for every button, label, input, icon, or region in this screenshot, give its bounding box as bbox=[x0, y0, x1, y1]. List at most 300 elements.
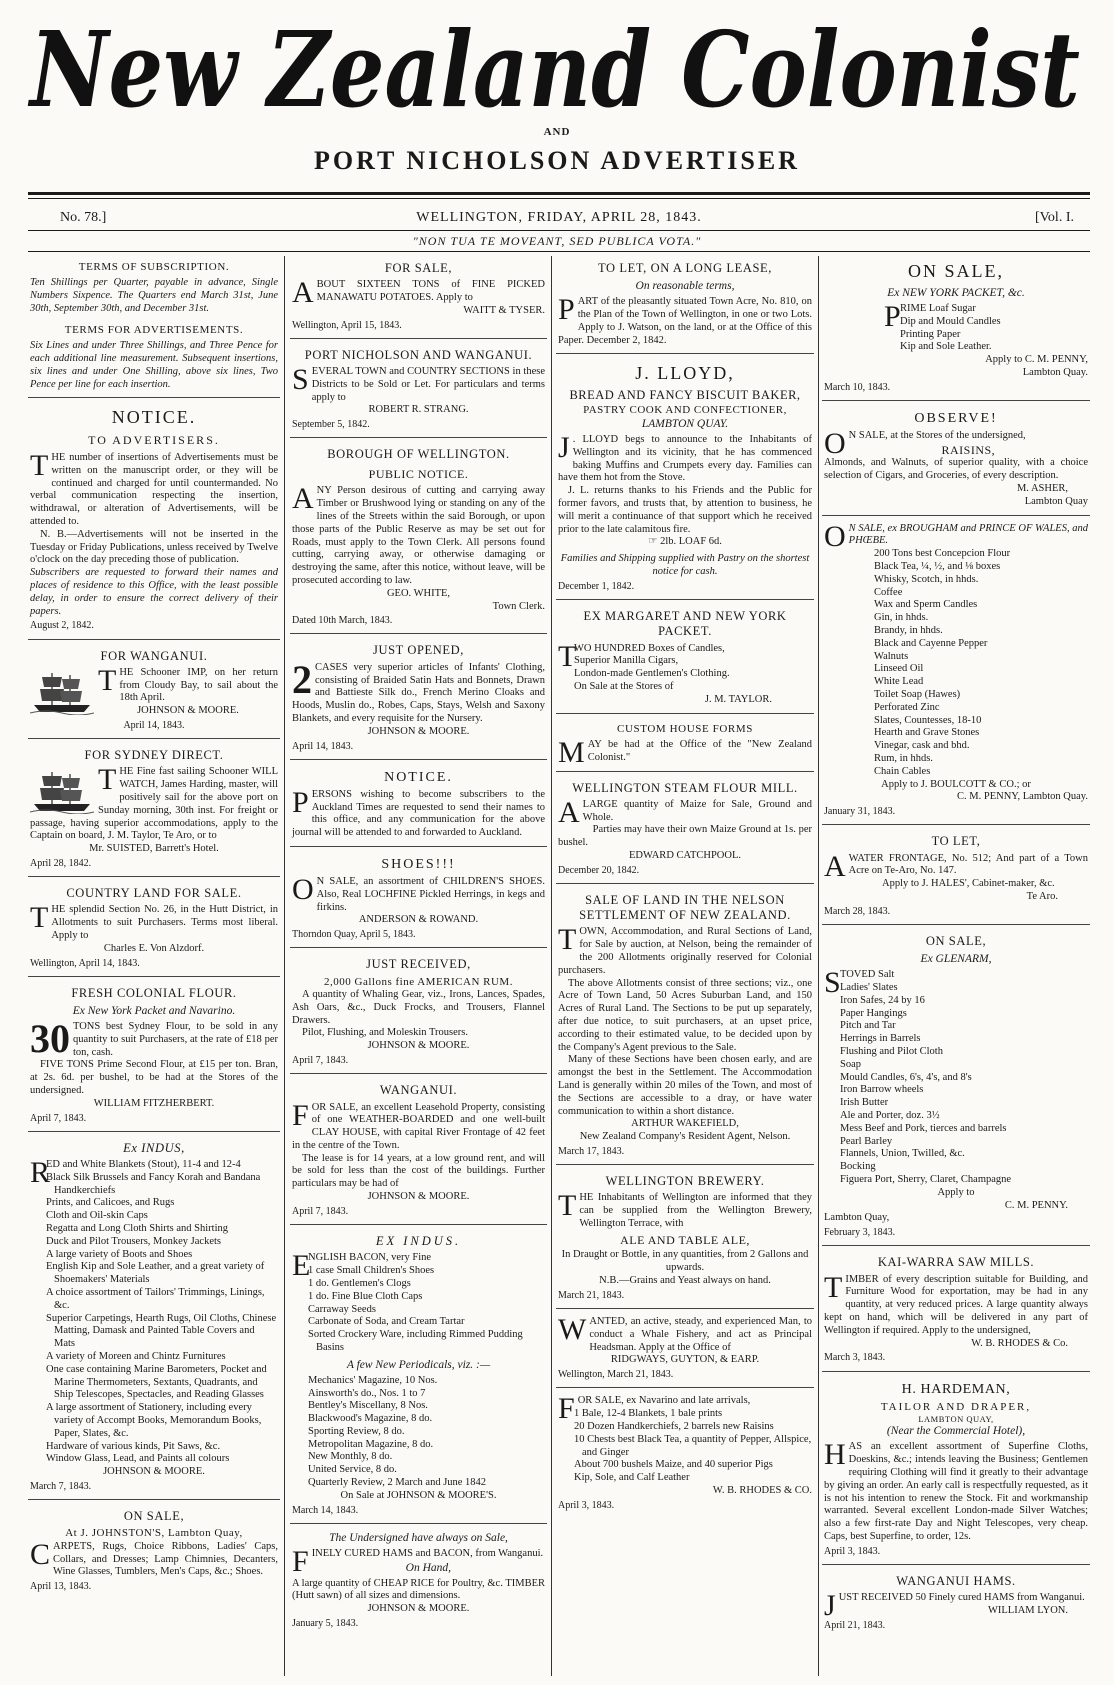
ad-wanted-headsman bbox=[556, 1313, 814, 1388]
list-item: A large variety of Boots and Shoes bbox=[46, 1248, 193, 1260]
ad-for-wanganui bbox=[28, 644, 280, 740]
list-item: Pearl Barley bbox=[840, 1135, 893, 1147]
ad-ex-indus bbox=[28, 1136, 280, 1500]
list-item: A variety of Moreen and Chintz Furnitures bbox=[46, 1351, 226, 1363]
ad-signature: M. ASHER, bbox=[1016, 483, 1068, 495]
list-item: 20 Dozen Handkerchiefs, 2 barrels new Raisins bbox=[574, 1420, 774, 1432]
ad-hardeman-tailor bbox=[822, 1376, 1090, 1565]
list-item: About 700 bushels Maize, and 40 superior Pigs bbox=[574, 1459, 773, 1471]
ad-shoes bbox=[290, 851, 547, 948]
ad-signature-title: Lambton Quay bbox=[1024, 495, 1088, 507]
ad-signature: EDWARD CATCHPOOL. bbox=[628, 849, 741, 861]
ad-custom-house-forms bbox=[556, 718, 814, 772]
ad-body: OWN, Accommodation, and Rural Sections of Land, for Sale by auction, at Nelson, being the remainder of the 200 Allotments originally reserved for Colonial purchasers. bbox=[558, 926, 812, 976]
ad-subheading: The Undersigned have always on Sale, bbox=[329, 1531, 508, 1544]
list-item: Superior Manilla Cigars, bbox=[574, 655, 679, 667]
ad-apply: Apply to bbox=[937, 1186, 975, 1198]
drop-cap: O bbox=[292, 873, 314, 907]
ad-potatoes bbox=[290, 256, 547, 339]
list-item: New Monthly, 8 do. bbox=[308, 1451, 393, 1463]
ad-heading: EX MARGARET AND NEW YORK PACKET. bbox=[583, 609, 787, 639]
list-item: Flushing and Pilot Cloth bbox=[840, 1046, 943, 1058]
ad-body: N. B.—Advertisements will not be inserted in the Tuesday or Friday Publications, unless received by Twelve o'clock on the day preceding those of publication. bbox=[30, 528, 278, 566]
masthead-rule-top bbox=[28, 192, 1090, 195]
list-item: Ainsworth's do., Nos. 1 to 7 bbox=[308, 1387, 426, 1399]
ad-body: HE number of insertions of Advertisements must be written on the manuscript order, or they will be continued and charged for until countermanded. No verbal communication respecting the insertion, withdrawal, or alteration of Advertisements, will be attended to. bbox=[30, 451, 278, 527]
list-item: 1 Bale, 12-4 Blankets, 1 bale prints bbox=[574, 1408, 723, 1420]
ad-subheading: RAISINS, bbox=[941, 442, 996, 457]
list-item: Irish Butter bbox=[840, 1097, 889, 1109]
ad-body: N SALE, ex BROUGHAM and PRINCE OF WALES, and PHŒBE. bbox=[848, 522, 1088, 547]
ad-signature: J. M. TAYLOR. bbox=[704, 693, 772, 705]
ad-date: Wellington, April 14, 1843. bbox=[30, 957, 140, 969]
ad-heading: FOR WANGANUI. bbox=[100, 648, 208, 663]
ad-date: March 17, 1843. bbox=[558, 1145, 625, 1157]
ad-nelson-land-sale bbox=[556, 888, 814, 1165]
ad-signature: W. B. RHODES & CO. bbox=[712, 1484, 812, 1496]
ad-body: Families and Shipping supplied with Pastry on the shortest notice for cash. bbox=[560, 553, 810, 578]
ad-heading: WELLINGTON STEAM FLOUR MILL. bbox=[572, 780, 798, 795]
ad-subheading: PUBLIC NOTICE. bbox=[368, 466, 469, 481]
list-item: Hardware of various kinds, Pit Saws, &c. bbox=[46, 1440, 221, 1452]
ad-date: March 21, 1843. bbox=[558, 1289, 625, 1301]
masthead bbox=[0, 0, 1114, 200]
ad-date: April 13, 1843. bbox=[30, 1581, 92, 1593]
drop-cap: P bbox=[292, 785, 309, 819]
ad-kaiwarra-saw-mills bbox=[822, 1250, 1090, 1371]
drop-cap: A bbox=[292, 276, 314, 310]
list-item: Herrings in Barrels bbox=[840, 1033, 921, 1045]
ad-date: April 14, 1843. bbox=[123, 719, 185, 731]
list-item: Whisky, Scotch, in hhds. bbox=[874, 573, 979, 585]
ad-date: September 5, 1842. bbox=[292, 419, 370, 431]
ad-body: Many of these Sections have been chosen early, and are amongst the best in the Settlement. The Accommodation Land is generally within 20 miles of the Town, and most of the Sections are accessible to a dray, or have water communication to within a short distance. bbox=[558, 1054, 812, 1117]
list-item: Metropolitan Magazine, 8 do. bbox=[308, 1438, 434, 1450]
list-item: 1 case Small Children's Shoes bbox=[308, 1265, 435, 1277]
ad-heading: COUNTRY LAND FOR SALE. bbox=[66, 886, 242, 901]
list-item: Dip and Mould Candles bbox=[900, 315, 1001, 327]
drop-cap: M bbox=[558, 735, 585, 769]
ad-auckland-times bbox=[290, 764, 547, 847]
ad-signature: JOHNSON & MOORE. bbox=[367, 725, 470, 737]
drop-cap: O bbox=[824, 519, 846, 553]
ad-body: HE Inhabitants of Wellington are informed that they can be supplied from the Wellington Brewery, Wellington Terrace, with bbox=[579, 1192, 812, 1230]
ad-body: J. L. returns thanks to his Friends and the Public for former favors, and trusts that, by attention to business, he will merit a continuance of that support which he received prior to the late calamitous fire. bbox=[558, 485, 812, 535]
ad-date: August 2, 1842. bbox=[30, 620, 94, 632]
ad-for-sydney bbox=[28, 743, 280, 877]
drop-cap: F bbox=[558, 1392, 575, 1426]
ad-johnston-sale bbox=[28, 1504, 280, 1599]
ad-margaret-packet bbox=[556, 604, 814, 713]
list-item: ED and White Blankets (Stout), 11-4 and 12-4 bbox=[46, 1159, 241, 1171]
ad-borough-wellington bbox=[290, 442, 547, 634]
ad-country-land bbox=[28, 881, 280, 977]
ad-body: Parties may have their own Maize Ground at 1s. per bushel. bbox=[558, 824, 812, 849]
list-item: One case containing Marine Barometers, Pocket and Marine Thermometers, Sextants, Quadrants, and Ship Telescopes, Spectacles, and Reading Glasses bbox=[46, 1363, 267, 1401]
ad-signature-title: New Zealand Company's Resident Agent, Nelson. bbox=[579, 1131, 791, 1143]
ad-heading: BOROUGH OF WELLINGTON. bbox=[327, 447, 510, 462]
list-item: Cloth and Oil-skin Caps bbox=[46, 1210, 148, 1222]
ad-subheading: BREAD AND FANCY BISCUIT BAKER, bbox=[569, 388, 801, 403]
list-item: Coffee bbox=[874, 586, 903, 598]
ad-body: NY Person desirous of cutting and carrying away Timber or Brushwood lying or standing on any of the lines of the Streets within the said Borough, or upon those parts of the Public Reserve as may be set out for Roads, must apply to the Town Clerk. All persons found cutting, carrying away, or otherwise damaging or destroying the same, after this notice, without leave, will be prosecuted according to law. bbox=[292, 485, 545, 586]
ad-subheading: Ex New York Packet and Navarino. bbox=[72, 1005, 236, 1018]
list-item: Blackwood's Magazine, 8 do. bbox=[308, 1413, 433, 1425]
list-item: Mess Beef and Pork, tierces and barrels bbox=[840, 1122, 1007, 1134]
ad-heading: ON SALE, bbox=[908, 261, 1004, 281]
ad-date: April 21, 1843. bbox=[824, 1619, 886, 1631]
list-item: Window Glass, Lead, and Paints all colours bbox=[46, 1453, 230, 1465]
drop-cap: S bbox=[824, 966, 841, 1000]
item-list bbox=[824, 548, 1088, 778]
list-item: Mould Candles, 6's, 4's, and 8's bbox=[840, 1071, 972, 1083]
ad-heading: TERMS FOR ADVERTISEMENTS. bbox=[64, 323, 244, 336]
ad-subheading: (Near the Commercial Hotel), bbox=[886, 1425, 1026, 1438]
ad-cured-hams bbox=[290, 1528, 547, 1636]
list-item: Carraway Seeds bbox=[308, 1303, 376, 1315]
list-item: Regatta and Long Cloth Shirts and Shirting bbox=[46, 1223, 228, 1235]
list-item: Perforated Zinc bbox=[874, 701, 940, 713]
list-item: Black Silk Brussels and Fancy Korah and Bandana Handkerchiefs bbox=[46, 1171, 261, 1196]
ad-signature: WAITT & TYSER. bbox=[463, 304, 545, 316]
ad-heading: Ex INDUS, bbox=[123, 1140, 185, 1155]
ad-heading: H. HARDEMAN, bbox=[901, 1381, 1011, 1397]
ad-just-received bbox=[290, 952, 547, 1074]
list-item: Ladies' Slates bbox=[840, 982, 898, 994]
ad-date: April 7, 1843. bbox=[30, 1112, 87, 1124]
list-item: Gin, in hhds. bbox=[874, 612, 929, 624]
list-item: Soap bbox=[840, 1058, 861, 1070]
ad-date: April 3, 1843. bbox=[558, 1499, 615, 1511]
ad-to-let-frontage bbox=[822, 829, 1090, 925]
ad-signature-title: Town Clerk. bbox=[492, 600, 545, 612]
ad-to-let-lease bbox=[556, 256, 814, 354]
ad-penny-sale bbox=[822, 256, 1090, 401]
ad-subheading: ALE AND TABLE ALE, bbox=[620, 1232, 750, 1247]
item-list bbox=[824, 966, 1088, 1187]
list-item: Printing Paper bbox=[900, 328, 961, 340]
drop-cap: T bbox=[824, 1270, 843, 1304]
ad-lloyd-baker bbox=[556, 358, 814, 600]
list-item: Ale and Porter, doz. 3½ bbox=[840, 1110, 940, 1121]
list-item: Brandy, in hhds. bbox=[874, 625, 943, 636]
ad-subheading: TO ADVERTISERS. bbox=[88, 433, 220, 448]
ad-body: AS an excellent assortment of Superfine Cloths, Doeskins, &c.; intends leaving the Business; Gentlemen requiring Clothing will find it greatly to their advantage by giving an order. An early call is respectfully requested, as it is not his intention to renew the Stock. Fit and workmanship warranted. Several excellent London-made Silver Watches; also a few first-rate Day and Night Telescopes, very cheap. Caps, best Superfine, to order, 12s. bbox=[824, 1441, 1088, 1543]
ad-body: Subscribers are requested to forward their names and places of residence to this Office, with the least possible delay, in order to ensure the correct delivery of their papers. bbox=[30, 567, 278, 617]
ad-signature: WILLIAM LYON. bbox=[987, 1605, 1068, 1617]
ad-subheading: 2,000 Gallons fine AMERICAN RUM. bbox=[324, 975, 513, 988]
ad-price bbox=[558, 536, 812, 549]
list-item: Iron Safes, 24 by 16 bbox=[840, 994, 925, 1006]
ad-signature: On Sale at JOHNSON & MOORE'S. bbox=[340, 1489, 497, 1501]
ad-subheading: Ex NEW YORK PACKET, &c. bbox=[887, 286, 1025, 299]
ad-body: ART of the pleasantly situated Town Acre, No. 810, on the Plan of the Town of Wellington, in one or two Lots. Apply to J. Watson, on the land, or at the Office of this Paper. December 2, 1842. bbox=[558, 296, 812, 346]
column-divider bbox=[284, 256, 285, 1676]
ad-signature: ARTHUR WAKEFIELD, bbox=[631, 1118, 739, 1130]
list-item: Mechanics' Magazine, 10 Nos. bbox=[308, 1374, 438, 1386]
ad-signature: ROBERT R. STRANG. bbox=[368, 404, 469, 416]
drop-cap: 30 bbox=[30, 1016, 70, 1062]
ad-body: N.B.—Grains and Yeast always on hand. bbox=[599, 1275, 771, 1287]
ad-signature: Apply to C. M. PENNY, bbox=[985, 354, 1088, 366]
ad-date: March 7, 1843. bbox=[30, 1480, 92, 1492]
list-item: WO HUNDRED Boxes of Candles, bbox=[574, 642, 725, 654]
masthead-subtitle: PORT NICHOLSON ADVERTISER bbox=[314, 146, 800, 175]
ad-colonial-flour bbox=[28, 981, 280, 1132]
column-3 bbox=[556, 256, 814, 1676]
list-item: Rum, in hhds. bbox=[874, 752, 933, 764]
ad-body: OR SALE, an excellent Leasehold Property, consisting of one WEATHER-BOARDED and one well-built CLAY HOUSE, with capital River Frontage of 42 feet in the centre of the Town. bbox=[292, 1101, 545, 1151]
item-list bbox=[30, 1156, 278, 1466]
ad-terms-subscription bbox=[28, 256, 280, 398]
list-item: Chain Cables bbox=[874, 765, 931, 777]
ad-heading: JUST OPENED, bbox=[372, 643, 464, 658]
ad-heading: WANGANUI. bbox=[379, 1083, 458, 1098]
ad-body: . LLOYD begs to announce to the Inhabitants of Wellington and its vicinity, that he has commenced baking Muffins and Crumpets every day. Families can have them hot from the Stove. bbox=[558, 434, 812, 484]
drop-cap: T bbox=[558, 923, 577, 957]
ad-heading: CUSTOM HOUSE FORMS bbox=[617, 722, 753, 735]
ad-heading: FRESH COLONIAL FLOUR. bbox=[71, 985, 237, 1000]
loaf-price: 2lb. LOAF 6d. bbox=[660, 536, 722, 548]
ad-heading: JUST RECEIVED, bbox=[366, 957, 471, 972]
ad-wanganui-hams bbox=[822, 1569, 1090, 1638]
masthead-and: AND bbox=[543, 126, 571, 138]
ad-heading: OBSERVE! bbox=[914, 410, 998, 426]
list-item: Bocking bbox=[840, 1161, 876, 1173]
ad-date: March 14, 1843. bbox=[292, 1504, 359, 1516]
item-list bbox=[292, 1249, 545, 1354]
ad-body: AY be had at the Office of the "New Zealand Colonist." bbox=[587, 738, 812, 763]
list-item: Carbonate of Soda, and Cream Tartar bbox=[308, 1316, 465, 1328]
ad-date: April 28, 1842. bbox=[30, 857, 92, 869]
column-2 bbox=[290, 256, 547, 1676]
drop-cap: J bbox=[824, 1589, 836, 1623]
ad-heading: J. LLOYD, bbox=[635, 363, 735, 384]
motto: "NON TUA TE MOVEANT, SED PUBLICA VOTA." bbox=[412, 234, 702, 248]
ad-heading: TO LET, bbox=[931, 834, 981, 849]
ad-date: March 28, 1843. bbox=[824, 905, 891, 917]
ad-body: In Draught or Bottle, in any quantities, from 2 Gallons and upwards. bbox=[561, 1249, 809, 1274]
ad-signature: Apply to J. BOULCOTT & CO.; or bbox=[881, 778, 1031, 790]
ad-subheading: PASTRY COOK AND CONFECTIONER, bbox=[583, 403, 787, 416]
ad-subheading: LAMBTON QUAY, bbox=[918, 1414, 994, 1425]
list-item: TOVED Salt bbox=[840, 969, 895, 981]
ad-heading: TERMS OF SUBSCRIPTION. bbox=[78, 261, 230, 273]
drop-cap: A bbox=[824, 849, 846, 883]
list-item: Quarterly Review, 2 March and June 1842 bbox=[308, 1477, 487, 1489]
list-item: Vinegar, cask and bhd. bbox=[874, 740, 970, 752]
ad-signature: W. B. RHODES & Co. bbox=[971, 1337, 1068, 1349]
ad-signature: JOHNSON & MOORE. bbox=[367, 1191, 470, 1203]
list-item: Flannels, Union, Twilled, &c. bbox=[840, 1148, 965, 1160]
ad-body: Pilot, Flushing, and Moleskin Trousers. bbox=[302, 1027, 468, 1039]
ad-signature: JOHNSON & MOORE. bbox=[367, 1040, 470, 1052]
issue-line bbox=[28, 206, 1090, 228]
pointing-hand-icon: ☞ bbox=[648, 536, 661, 548]
ad-heading: ON SALE, bbox=[925, 933, 987, 948]
list-item: 1 do. Fine Blue Cloth Caps bbox=[308, 1290, 423, 1302]
ad-steam-flour-mill bbox=[556, 776, 814, 884]
drop-cap: E bbox=[292, 1249, 311, 1283]
list-item: Paper Hangings bbox=[840, 1007, 907, 1019]
ad-date: April 7, 1843. bbox=[292, 1055, 349, 1067]
list-item: On Sale at the Stores of bbox=[574, 680, 674, 692]
ad-signature: GEO. WHITE, bbox=[386, 587, 451, 599]
drop-cap: W bbox=[558, 1313, 587, 1347]
ad-date: February 3, 1843. bbox=[824, 1227, 896, 1239]
ad-signature: JOHNSON & MOORE. bbox=[367, 1603, 470, 1615]
ad-wellington-brewery bbox=[556, 1169, 814, 1309]
ad-ex-indus-bacon bbox=[290, 1229, 547, 1524]
motto-rule bbox=[28, 251, 1090, 252]
drop-cap: F bbox=[292, 1098, 309, 1132]
ad-signature: C. M. PENNY. bbox=[1004, 1199, 1068, 1211]
drop-cap: F bbox=[292, 1544, 309, 1578]
ad-heading: WELLINGTON BREWERY. bbox=[605, 1174, 765, 1189]
ad-signature: ANDERSON & ROWAND. bbox=[358, 914, 479, 926]
drop-cap: A bbox=[292, 482, 314, 516]
list-item: Black and Cayenne Pepper bbox=[874, 637, 988, 649]
ad-heading: NOTICE. bbox=[111, 407, 197, 428]
ad-body: IMBER of every description suitable for Building, and Furniture Wood for exportation, may be had in any quantity, at very reduced prices. A large quantity always kept on hand, which will be delivered in any part of Wellington if required. Apply to the undersigned, bbox=[824, 1273, 1088, 1336]
ad-heading: SHOES!!! bbox=[381, 856, 456, 872]
ad-date: December 1, 1842. bbox=[558, 580, 635, 592]
ad-signature-title: Te Aro. bbox=[1026, 890, 1058, 902]
list-item: 1 do. Gentlemen's Clogs bbox=[308, 1277, 411, 1289]
ad-signature: WILLIAM FITZHERBERT. bbox=[93, 1097, 215, 1109]
list-item: Iron Barrow wheels bbox=[840, 1084, 924, 1096]
ad-date: March 10, 1843. bbox=[824, 381, 891, 393]
ad-just-opened bbox=[290, 638, 547, 759]
ad-date: January 5, 1843. bbox=[292, 1618, 359, 1630]
ad-date: April 7, 1843. bbox=[292, 1205, 349, 1217]
ad-subheading: TAILOR AND DRAPER, bbox=[880, 1400, 1032, 1413]
ad-heading: FOR SYDNEY DIRECT. bbox=[84, 748, 224, 763]
list-item: 10 Chests best Black Tea, a quantity of Pepper, Allspice, and Ginger bbox=[574, 1433, 812, 1458]
drop-cap: T bbox=[30, 901, 49, 935]
ad-body: LARGE quantity of Maize for Sale, Ground and Whole. bbox=[582, 798, 812, 823]
list-item: RIME Loaf Sugar bbox=[900, 302, 976, 314]
ad-body: ERSONS wishing to become subscribers to the Auckland Times are requested to send their names to this office, and any communication for the above journal will be attended to and forwarded to Auckland. bbox=[292, 788, 545, 839]
ad-body: A large quantity of CHEAP RICE for Poultry, &c. TIMBER (Hutt sawn) of all sizes and dimensions. bbox=[292, 1577, 545, 1602]
list-item: White Lead bbox=[874, 676, 924, 688]
ad-signature: Mr. SUISTED, Barrett's Hotel. bbox=[89, 843, 219, 855]
list-item: United Service, 8 do. bbox=[308, 1464, 397, 1476]
ad-subheading: LAMBTON QUAY. bbox=[641, 418, 729, 431]
column-1 bbox=[28, 256, 280, 1676]
ad-body: HE splendid Section No. 26, in the Hutt District, in Allotments to suit Purchasers. Terms most liberal. Apply to bbox=[51, 904, 278, 941]
column-divider bbox=[818, 256, 819, 1676]
ad-body: TONS best Sydney Flour, to be sold in any quantity to suit Purchasers, at the rate of £18 per ton, cash. bbox=[73, 1021, 278, 1058]
ad-signature: RIDGWAYS, GUYTON, & EARP. bbox=[610, 1354, 760, 1366]
ad-subheading: At J. JOHNSTON'S, Lambton Quay, bbox=[65, 1527, 243, 1540]
ad-wanganui-property bbox=[290, 1078, 547, 1225]
list-item: Sporting Review, 8 do. bbox=[308, 1425, 405, 1437]
ad-signature-title: Lambton Quay. bbox=[1022, 366, 1088, 378]
list-item: Pitch and Tar bbox=[840, 1020, 896, 1032]
list-item: Linseed Oil bbox=[874, 663, 924, 675]
list-item: Prints, and Calicoes, and Rugs bbox=[46, 1197, 175, 1209]
drop-cap: T bbox=[558, 1189, 577, 1223]
masthead-title bbox=[20, 8, 1090, 123]
masthead-title-text: New Zealand Colonist bbox=[27, 8, 1080, 123]
drop-cap: H bbox=[824, 1438, 846, 1472]
drop-cap: J bbox=[558, 431, 570, 465]
ad-body: Ten Shillings per Quarter, payable in advance, Single Numbers Sixpence. The Quarters end March 31st, June 30th, September 30th, and December 31st. bbox=[30, 277, 278, 314]
ad-body: ANTED, an active, steady, and experienced Man, to conduct a Whale Fishery, and act as Principal Headsman. Apply at the Office of bbox=[589, 1316, 812, 1353]
ad-body: A quantity of Whaling Gear, viz., Irons, Lances, Spades, Ash Oars, &c., Duck Frocks, and Trousers, Flannel Drawers. bbox=[292, 989, 545, 1026]
ad-body: FIVE TONS Prime Second Flour, at £15 per ton. Bran, at 2s. 6d. per bushel, to be had at the Stores of the undersigned. bbox=[30, 1059, 278, 1097]
ad-date: December 20, 1842. bbox=[558, 864, 640, 876]
list-item: Black Tea, ¼, ½, and ⅛ boxes bbox=[874, 561, 1001, 573]
ad-date: March 3, 1843. bbox=[824, 1352, 886, 1364]
ad-signature: JOHNSON & MOORE. bbox=[103, 1466, 205, 1478]
ad-heading: EX INDUS. bbox=[375, 1234, 462, 1249]
ad-date: Wellington, March 21, 1843. bbox=[558, 1369, 674, 1381]
ad-date: Wellington, April 15, 1843. bbox=[292, 319, 402, 331]
column-divider bbox=[551, 256, 552, 1676]
ad-body: INELY CURED HAMS and BACON, from Wanganui. bbox=[311, 1547, 544, 1559]
ad-date: Thorndon Quay, April 5, 1843. bbox=[292, 929, 416, 941]
ad-body: ARPETS, Rugs, Choice Ribbons, Ladies' Caps, Collars, and Dresses; Lamp Chimnies, Decanters, Wine Glasses, Tumblers, Men's Caps, &c.; Shoes. bbox=[53, 1540, 278, 1578]
drop-cap: P bbox=[558, 293, 575, 327]
ad-subheading: A few New Periodicals, viz. :— bbox=[346, 1358, 491, 1371]
ad-body: Almonds, and Walnuts, of superior quality, with a choice selection of Cigars, and Groceries, of every description. bbox=[824, 457, 1088, 482]
item-list bbox=[884, 299, 1088, 354]
ad-heading: WANGANUI HAMS. bbox=[896, 1574, 1016, 1588]
list-item: Bentley's Miscellany, 8 Nos. bbox=[308, 1400, 428, 1412]
drop-cap: O bbox=[824, 427, 846, 461]
drop-cap: T bbox=[30, 448, 49, 482]
ad-body: N SALE, an assortment of CHILDREN'S SHOES. Also, Real LOCHFINE Pickled Herrings, in kegs and firkins. bbox=[316, 876, 545, 913]
ad-subheading: Ex GLENARM, bbox=[920, 953, 992, 966]
ad-body: CASES very superior articles of Infants' Clothing, consisting of Braided Satin Hats and Bonnets, Drawn and Battieste Silk do., French Merino Cloaks and Hoods, Muslin do., Robes, Caps, Stays, Welsh and Saxony Blankets, and every requisite for the Nursery. bbox=[292, 661, 545, 724]
ad-body: BOUT SIXTEEN TONS of FINE PICKED MANAWATU POTATOES. Apply to bbox=[316, 279, 545, 304]
ad-signature: JOHNSON & MOORE. bbox=[137, 705, 239, 717]
ad-body: UST RECEIVED 50 Finely cured HAMS from Wanganui. bbox=[838, 1592, 1085, 1604]
ad-subheading: On Hand, bbox=[405, 1561, 452, 1574]
ad-body: EVERAL TOWN and COUNTRY SECTIONS in these Districts to be Sold or Let. For particulars and terms apply to bbox=[311, 366, 545, 403]
drop-cap: T bbox=[98, 763, 117, 797]
list-item: NGLISH BACON, very Fine bbox=[308, 1252, 432, 1264]
list-item: Hearth and Grave Stones bbox=[874, 727, 980, 739]
item-list bbox=[558, 639, 812, 694]
ad-body: HE Fine fast sailing Schooner WILL WATCH, James Harding, master, will positively sail for the above port on Sunday morning, 30th inst. For freight or passage, having superior accommodations, apply to the Captain on board, J. M. Taylor, Te Aro, or to bbox=[30, 766, 278, 842]
ad-glenarm-sale bbox=[822, 929, 1090, 1246]
ad-observe-raisins bbox=[822, 405, 1090, 516]
column-4 bbox=[822, 256, 1090, 1676]
issue-rule bbox=[28, 230, 1090, 231]
ad-heading: NOTICE. bbox=[384, 769, 453, 785]
ad-heading: SALE OF LAND IN THE NELSON SETTLEMENT OF NEW ZEALAND. bbox=[579, 892, 791, 923]
ad-signature-title: C. M. PENNY, Lambton Quay. bbox=[957, 791, 1088, 803]
drop-cap: P bbox=[884, 299, 901, 333]
ad-subheading: On reasonable terms, bbox=[635, 280, 735, 293]
ad-port-nicholson-wanganui bbox=[290, 343, 547, 439]
ad-body: The above Allotments consist of three sections; viz., one Acre of Town Land, 50 Acres Suburban Land, and 150 Acres of Rural Land. The Sections to be put up separately, after due notice, to suit purchasers, at an upset price, according to their estimated value, to be decided upon by the Company's Agent previous to the Sale. bbox=[558, 977, 812, 1053]
list-item: Superior Carpetings, Hearth Rugs, Oil Cloths, Chinese Matting, Damask and Painted Table Covers and Mats bbox=[46, 1312, 277, 1350]
ad-heading: PORT NICHOLSON AND WANGANUI. bbox=[304, 347, 533, 362]
list-item: 200 Tons best Concepcion Flour bbox=[874, 548, 1011, 560]
list-item: English Kip and Sole Leather, and a great variety of Shoemakers' Materials bbox=[46, 1261, 265, 1286]
drop-cap: A bbox=[558, 795, 580, 829]
item-list bbox=[558, 1408, 812, 1485]
list-item: Wax and Sperm Candles bbox=[874, 599, 978, 611]
drop-cap: 2 bbox=[292, 656, 312, 702]
ad-body: HE Schooner IMP, on her return from Cloudy Bay, to sail about the 18th April. bbox=[119, 666, 278, 704]
ad-signature: Apply to J. HALES', Cabinet-maker, &c. bbox=[882, 878, 1055, 890]
ship-icon bbox=[30, 669, 94, 715]
